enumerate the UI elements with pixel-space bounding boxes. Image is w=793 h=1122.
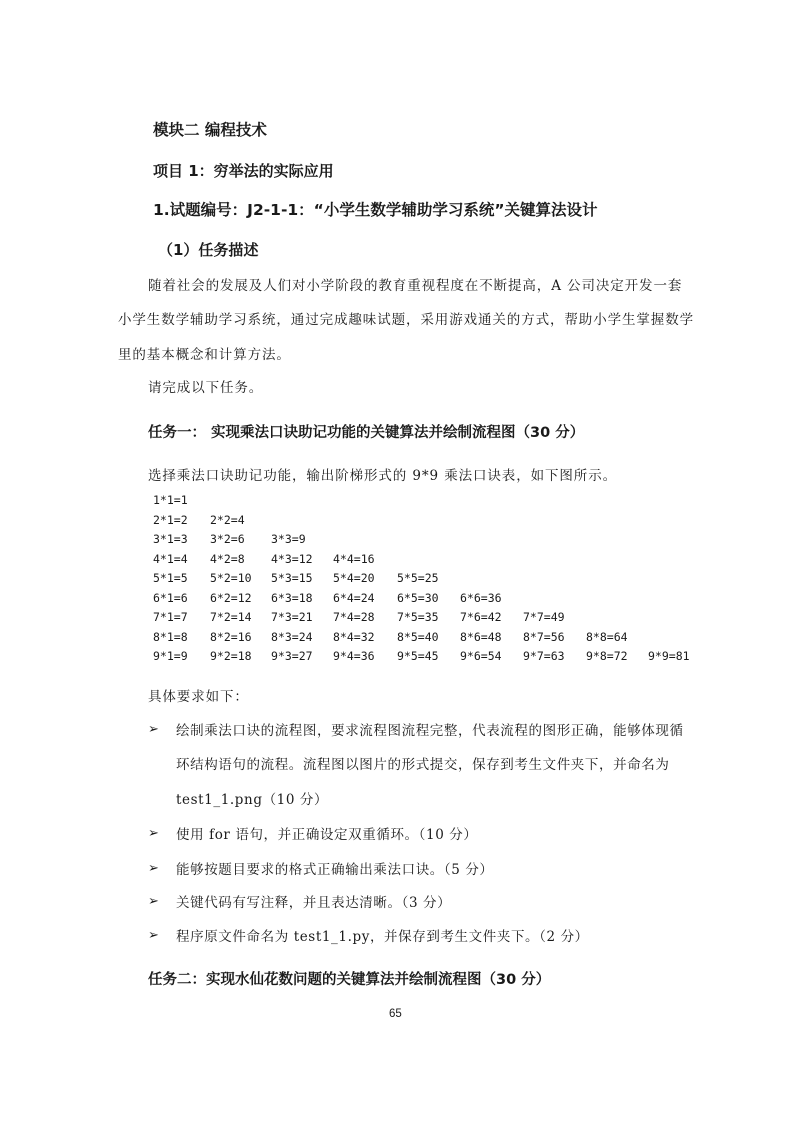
- bullet-arrow-icon: ➢: [148, 861, 159, 876]
- table-cell: 6*6=36: [460, 590, 502, 605]
- module-title: 模块二 编程技术: [153, 121, 267, 139]
- requirement-1-line-3: test1_1.png（10 分）: [176, 792, 329, 808]
- table-cell: 6*1=6: [153, 590, 188, 605]
- table-cell: 5*4=20: [333, 571, 375, 585]
- question-title: 1.试题编号：J2-1-1：“小学生数学辅助学习系统”关键算法设计: [153, 201, 598, 219]
- table-cell: 9*4=36: [333, 649, 375, 663]
- table-cell: 7*7=49: [523, 610, 565, 624]
- table-cell: 6*5=30: [397, 590, 439, 605]
- page-number: 65: [389, 1008, 402, 1020]
- table-cell: 8*2=16: [210, 629, 252, 644]
- task2-title: 任务二：实现水仙花数问题的关键算法并绘制流程图（30 分）: [148, 972, 551, 988]
- table-cell: 9*9=81: [648, 649, 690, 663]
- table-cell: 1*1=1: [153, 493, 188, 507]
- table-cell: 9*7=63: [523, 649, 565, 663]
- table-cell: 9*3=27: [271, 649, 313, 663]
- task-description-heading: （1）任务描述: [158, 241, 259, 259]
- table-cell: 2*1=2: [153, 512, 188, 527]
- table-cell: 8*6=48: [460, 629, 502, 644]
- bullet-arrow-icon: ➢: [148, 928, 159, 943]
- table-cell: 3*1=3: [153, 532, 188, 546]
- table-cell: 7*4=28: [333, 610, 375, 624]
- table-cell: 8*7=56: [523, 629, 565, 644]
- table-cell: 8*8=64: [586, 629, 628, 644]
- table-cell: 5*1=5: [153, 571, 188, 585]
- table-cell: 8*3=24: [271, 629, 313, 644]
- task1-title: 任务一： 实现乘法口诀助记功能的关键算法并绘制流程图（30 分）: [148, 425, 585, 441]
- intro-line-1: 随着社会的发展及人们对小学阶段的教育重视程度在不断提高，A 公司决定开发一套: [148, 278, 683, 294]
- table-cell: 5*2=10: [210, 571, 252, 585]
- table-cell: 7*1=7: [153, 610, 188, 624]
- table-cell: 9*1=9: [153, 649, 188, 663]
- table-cell: 3*2=6: [210, 532, 245, 546]
- requirement-5: 程序原文件命名为 test1_1.py，并保存到考生文件夹下。（2 分）: [176, 929, 589, 945]
- requirement-3: 能够按题目要求的格式正确输出乘法口诀。（5 分）: [176, 862, 494, 878]
- table-cell: 9*5=45: [397, 649, 439, 663]
- requirements-heading: 具体要求如下：: [148, 689, 249, 705]
- task1-description: 选择乘法口诀助记功能，输出阶梯形式的 9*9 乘法口诀表，如下图所示。: [148, 468, 618, 484]
- table-cell: 5*3=15: [271, 571, 313, 585]
- table-cell: 9*6=54: [460, 649, 502, 663]
- please-complete: 请完成以下任务。: [148, 380, 264, 396]
- table-cell: 6*3=18: [271, 590, 313, 605]
- table-cell: 4*2=8: [210, 551, 245, 566]
- table-cell: 9*2=18: [210, 649, 252, 663]
- bullet-arrow-icon: ➢: [148, 722, 159, 737]
- table-cell: 4*4=16: [333, 551, 375, 566]
- table-cell: 4*3=12: [271, 551, 313, 566]
- bullet-arrow-icon: ➢: [148, 894, 159, 909]
- table-cell: 7*2=14: [210, 610, 252, 624]
- table-cell: 6*2=12: [210, 590, 252, 605]
- table-cell: 7*5=35: [397, 610, 439, 624]
- table-cell: 7*6=42: [460, 610, 502, 624]
- requirement-1-line-2: 环结构语句的流程。流程图以图片的形式提交，保存到考生文件夹下，并命名为: [176, 757, 670, 773]
- table-cell: 9*8=72: [586, 649, 628, 663]
- table-cell: 6*4=24: [333, 590, 375, 605]
- table-cell: 5*5=25: [397, 571, 439, 585]
- table-cell: 8*5=40: [397, 629, 439, 644]
- table-cell: 2*2=4: [210, 512, 245, 527]
- project-title: 项目 1：穷举法的实际应用: [153, 162, 334, 180]
- table-cell: 4*1=4: [153, 551, 188, 566]
- table-cell: 8*4=32: [333, 629, 375, 644]
- table-cell: 3*3=9: [271, 532, 306, 546]
- requirement-4: 关键代码有写注释，并且表达清晰。（3 分）: [176, 895, 452, 911]
- requirement-1-line-1: 绘制乘法口诀的流程图，要求流程图流程完整，代表流程的图形正确，能够体现循: [176, 723, 684, 739]
- bullet-arrow-icon: ➢: [148, 826, 159, 841]
- intro-line-2: 小学生数学辅助学习系统，通过完成趣味试题，采用游戏通关的方式，帮助小学生掌握数学: [118, 312, 694, 328]
- table-cell: 8*1=8: [153, 629, 188, 644]
- table-cell: 7*3=21: [271, 610, 313, 624]
- requirement-2: 使用 for 语句，并正确设定双重循环。（10 分）: [176, 827, 478, 843]
- intro-line-3: 里的基本概念和计算方法。: [118, 347, 291, 363]
